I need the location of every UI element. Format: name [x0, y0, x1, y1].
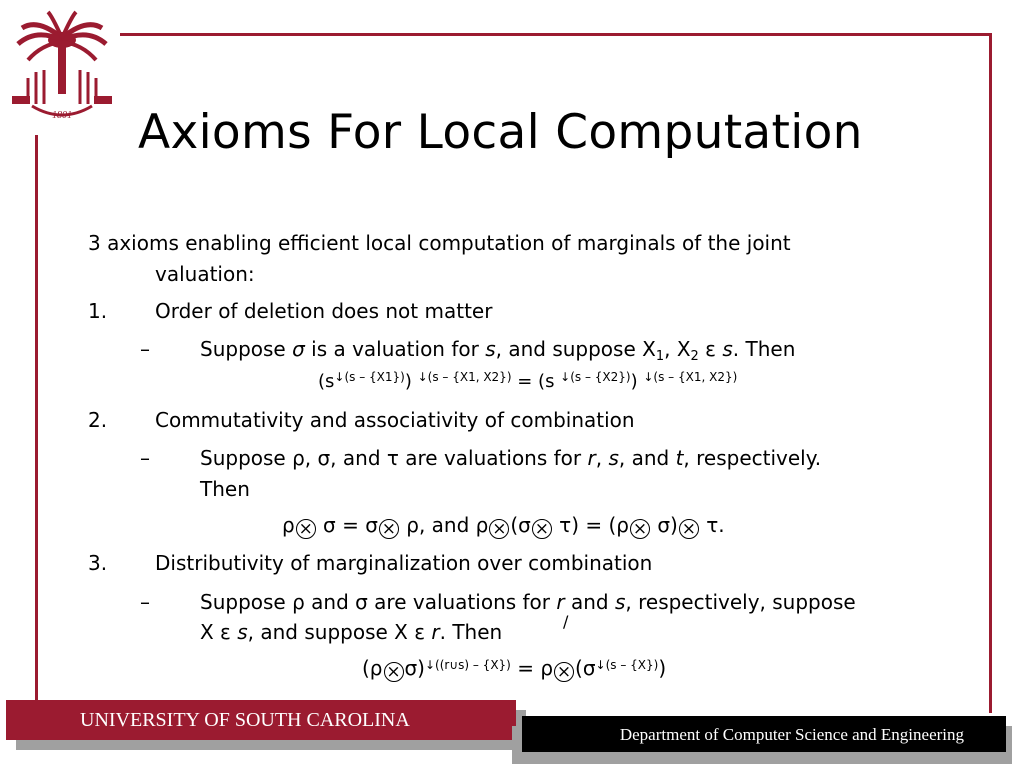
axiom-2-detail-line-2: Then: [200, 477, 250, 501]
axiom-3-formula: $(\rho \times \sigma)^{↓((r\cup s) - \{X\})} = \rho \times (\sigma^{↓(s - \{X\})})$: [362, 656, 667, 682]
seal-year-text: 1801: [52, 110, 72, 121]
axiom-2-detail: Suppose ρ, σ, and τ are valuations for r, s, and t, respectively.: [200, 446, 822, 470]
palmetto-seal-icon: [8, 8, 116, 126]
otimes-icon: ×: [384, 662, 404, 682]
axiom-1-dash: –: [140, 337, 150, 361]
footer-department-banner: Department of Computer Science and Engineering: [522, 716, 1006, 752]
axiom-3-dash: –: [140, 590, 150, 614]
intro-line-2: valuation:: [155, 262, 255, 286]
footer-university-banner: UNIVERSITY OF SOUTH CAROLINA: [6, 700, 516, 740]
axiom-1-heading: Order of deletion does not matter: [155, 299, 493, 323]
otimes-icon: ×: [489, 519, 509, 539]
otimes-icon: ×: [532, 519, 552, 539]
axiom-2-number: 2.: [88, 408, 108, 432]
intro-line-1: 3 axioms enabling efficient local computation of marginals of the joint: [88, 231, 791, 255]
otimes-icon: ×: [296, 519, 316, 539]
axiom-2-dash: –: [140, 446, 150, 470]
stray-mark: /: [563, 612, 569, 631]
otimes-icon: ×: [630, 519, 650, 539]
otimes-icon: ×: [379, 519, 399, 539]
otimes-icon: ×: [679, 519, 699, 539]
axiom-3-detail: Suppose ρ and σ are valuations for r and s, respectively, suppose: [200, 590, 856, 614]
otimes-icon: ×: [554, 662, 574, 682]
slide-title: Axioms For Local Computation: [138, 105, 863, 160]
frame-top-border: [120, 33, 992, 36]
frame-right-border: [989, 33, 992, 713]
frame-left-border: [35, 135, 38, 710]
axiom-1-formula: $(s^{↓(s - \{X1\})}) ^{↓(s - \{X1, X2\})} = (s$ $^{↓(s - \{X2\})}$) $^{↓(s - \{X1, X2\})}$: [318, 370, 738, 392]
axiom-2-heading: Commutativity and associativity of combination: [155, 408, 635, 432]
axiom-2-formula: ρ × σ = σ × ρ, and ρ × (σ × τ) = (ρ × σ) × τ.: [282, 513, 725, 539]
axiom-3-heading: Distributivity of marginalization over combination: [155, 551, 653, 575]
axiom-1-detail: Suppose σ is a valuation for s, and suppose $X_1$, $X_2$ ε s. Then: [200, 337, 796, 364]
axiom-1-number: 1.: [88, 299, 108, 323]
axiom-3-number: 3.: [88, 551, 108, 575]
axiom-3-detail-line-2: X ε s, and suppose X ε r. Then: [200, 620, 503, 644]
